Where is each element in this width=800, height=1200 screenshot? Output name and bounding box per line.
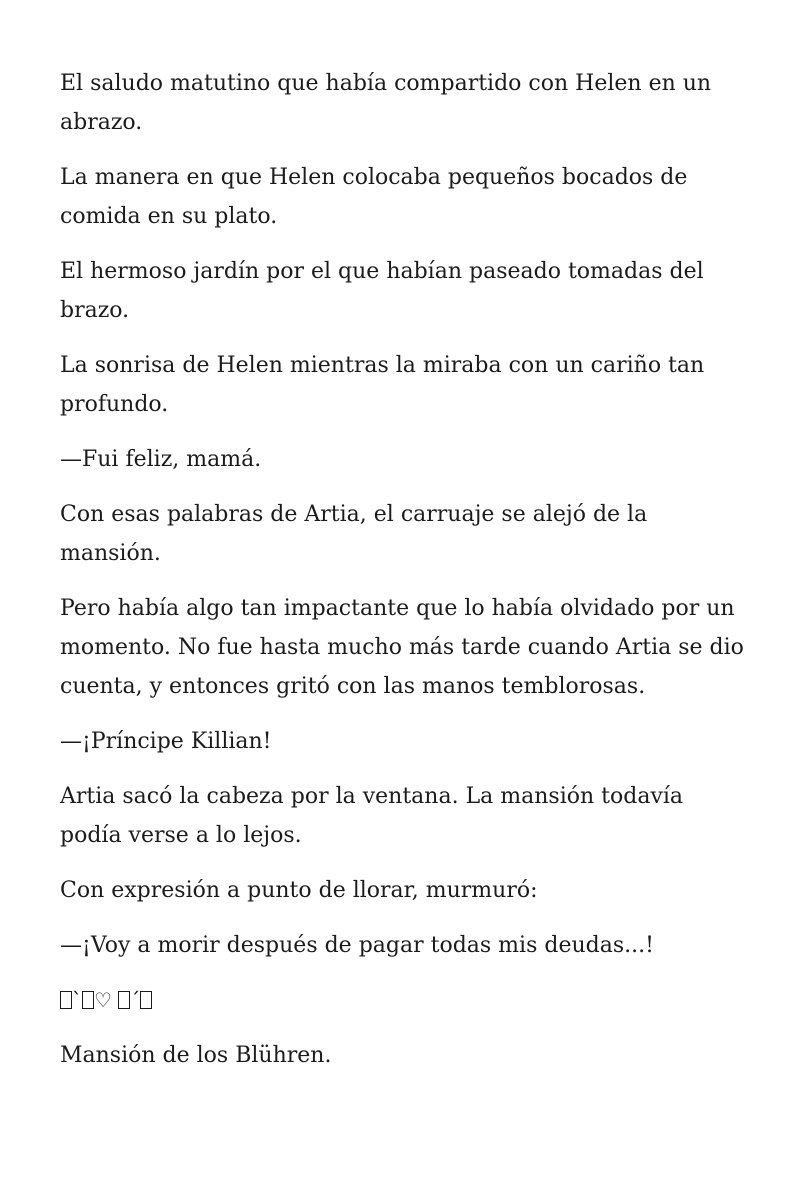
paragraph: Con esas palabras de Artia, el carruaje se alejó de la mansión.	[60, 502, 655, 566]
paragraph: La manera en que Helen colocaba pequeños bocados de comida en su plato.	[60, 165, 695, 229]
missing-glyph-icon	[140, 991, 152, 1009]
scene-divider	[60, 981, 750, 1020]
paragraph: La sonrisa de Helen mientras la miraba con un cariño tan profundo.	[60, 353, 712, 417]
heart-icon: ♡	[94, 988, 119, 1012]
paragraph: Con expresión a punto de llorar, murmuró:	[60, 878, 538, 903]
divider-part: `	[72, 988, 82, 1012]
divider-part: ´	[130, 988, 141, 1012]
missing-glyph-icon	[82, 991, 94, 1009]
paragraph: Pero había algo tan impactante que lo había olvidado por un momento. No fue hasta mucho más tarde cuando Artia se dio cuenta, y entonces gritó con las manos temblorosas.	[60, 596, 751, 699]
dialogue-line: —Fui feliz, mamá.	[60, 447, 262, 472]
dialogue-line: —¡Príncipe Killian!	[60, 729, 272, 754]
paragraph: El saludo matutino que había compartido con Helen en un abrazo.	[60, 71, 719, 135]
paragraph: El hermoso jardín por el que habían paseado tomadas del brazo.	[60, 259, 711, 323]
text-page	[60, 64, 750, 1091]
missing-glyph-icon	[118, 991, 130, 1009]
paragraph: Artia sacó la cabeza por la ventana. La mansión todavía podía verse a lo lejos.	[60, 784, 691, 848]
scene-heading: Mansión de los Blühren.	[60, 1043, 332, 1068]
dialogue-line: —¡Voy a morir después de pagar todas mis deudas...!	[60, 933, 654, 958]
missing-glyph-icon	[60, 991, 72, 1009]
